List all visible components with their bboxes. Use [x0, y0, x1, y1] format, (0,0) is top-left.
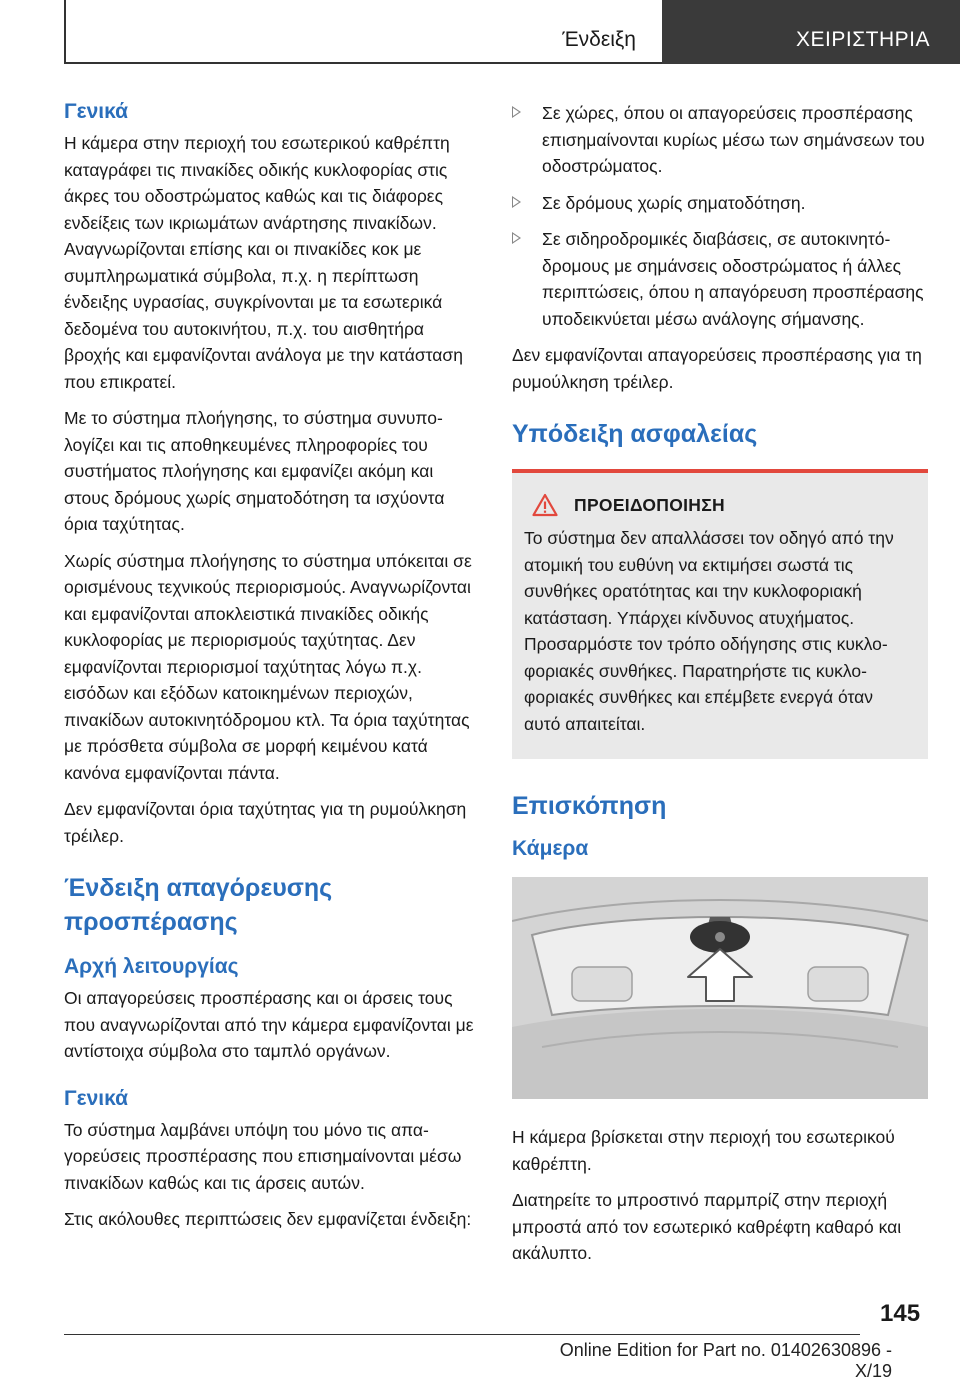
camera-heading: Κάμερα — [512, 837, 589, 860]
list-item-text: Σε δρόμους χωρίς σηματοδότηση. — [542, 192, 806, 213]
warning-triangle-icon — [532, 493, 558, 517]
right-column — [512, 100, 928, 1277]
principle-paragraph: Οι απαγορεύσεις προσπέρασης και οι άρσεις τους που αναγνωρίζονται από την κάμερα εμφανίζονται με αντίστοιχα σύμβολα στο ταμπλό οργάνων. — [64, 988, 474, 1061]
header-chapter-tab — [662, 0, 960, 64]
no-display-list — [512, 100, 928, 332]
trailer-paragraph: Δεν εμφανίζονται απαγορεύσεις προσπέρασης για τη ρυμούλκηση τρέιλερ. — [512, 345, 922, 392]
overview-heading: Επισκόπηση — [512, 792, 667, 820]
list-item — [512, 100, 928, 180]
overtaking-heading: Ένδειξη απαγόρευσης προσπέρασης — [64, 874, 333, 936]
camera-paragraph-1: Η κάμερα βρίσκεται στην περιοχή του εσωτερικού καθρέπτη. — [512, 1127, 895, 1174]
warning-text: Το σύστημα δεν απαλλάσσει τον οδηγό από την ατομική του ευθύνη να εκτιμήσει σωστά τις συνθήκες ορατότητας και την κυκλοφοριακή κατάσταση. Υπάρχει κίνδυνος ατυχήματος. Προσαρμόστε τον τρόπο οδήγησης στις κυκλοφοριακές συνθήκες. Παρατηρήστε τις κυκλοφοριακές συνθήκες και επέμβετε ενεργά όταν αυτό απαιτείται. — [524, 528, 894, 734]
list-item-text: Σε χώρες, όπου οι απαγορεύσεις προσπέρασης επισημαίνονται κυρίως μέσω των σημάνσεων του οδοστρώματος. — [542, 103, 925, 176]
camera-location-illustration — [512, 877, 928, 1099]
footer-edition: Online Edition for Part no. 01402630896 - X/19 — [559, 1340, 892, 1381]
triangle-bullet-icon — [512, 232, 521, 244]
list-item — [512, 226, 928, 332]
header-section-title: Ένδειξη — [562, 28, 636, 51]
camera-paragraph-2: Διατηρείτε το μπροστινό παρμπρίζ στην περιοχή μπροστά από τον εσωτερικό καθρέφτη καθαρό και ακάλυπτο. — [512, 1190, 902, 1263]
left-column — [64, 100, 480, 1243]
header-left-rule — [64, 0, 66, 64]
general-paragraph-2: Με το σύστημα πλοήγησης, το σύστημα συνυπολογίζει και τις αποθηκευμένες πληροφορίες του συστήματος πλοήγησης και εμφανίζει ακόμη και στους δρόμους χωρίς σηματοδότηση τα ισχύοντα όρια ταχύτητας. — [64, 408, 445, 534]
principle-heading: Αρχή λειτουργίας — [64, 955, 239, 978]
general-paragraph-1: Η κάμερα στην περιοχή του εσωτερικού καθρέπτη καταγράφει τις πινακίδες οδικής κυκλοφορίας στις άκρες του οδοστρώματος καθώς και τις διάφορες ενδείξεις των ικριωμάτων ανάρτησης πινακίδων. Αναγνωρίζονται επίσης και οι πινακίδες κοκ με συμπληρωματικά σύμβολα, π.χ. η περίπτωση ένδειξης υγρασίας, συγκρίνονται με τα εσωτερικά δεδομένα του αυτοκινήτου, π.χ. του αισθητήρα βροχής και εμφανίζονται ανάλογα με την κατάσταση που επικρατεί. — [64, 133, 463, 392]
general2-paragraph-2: Στις ακόλουθες περιπτώσεις δεν εμφανίζεται ένδειξη: — [64, 1209, 472, 1229]
warning-box — [512, 473, 928, 759]
general-heading-2: Γενικά — [64, 1086, 129, 1110]
header-chapter-label: ΧΕΙΡΙΣΤΗΡΙΑ — [796, 28, 931, 51]
triangle-bullet-icon — [512, 196, 521, 208]
header-bottom-rule — [64, 62, 662, 64]
footer-rule — [64, 1334, 860, 1335]
warning-title: ΠΡΟΕΙΔΟΠΟΙΗΣΗ — [574, 494, 725, 515]
safety-heading: Υπόδειξη ασφαλείας — [512, 420, 758, 448]
general-heading: Γενικά — [64, 100, 129, 123]
general2-paragraph-1: Το σύστημα λαμβάνει υπόψη του μόνο τις απαγορεύσεις προσπέρασης που επισημαίνονται μέσω πινακίδων καθώς και τις άρσεις αυτών. — [64, 1119, 462, 1193]
page-number: 145 — [880, 1300, 921, 1327]
list-item-text: Σε σιδηροδρομικές διαβάσεις, σε αυτοκινητόδρομους με σημάνσεις οδοστρώματος ή άλλες περιπτώσεις, όπου η απαγόρευση προσπέρασης υποδεικνύεται μέσω ανάλογης σήμανσης. — [542, 229, 924, 329]
list-item — [512, 190, 928, 217]
general-paragraph-4: Δεν εμφανίζονται όρια ταχύτητας για τη ρυμούλκηση τρέιλερ. — [64, 799, 467, 846]
general-paragraph-3: Χωρίς σύστημα πλοήγησης το σύστημα υπόκειται σε ορισμένους τεχνικούς περιορισμούς. Αναγνωρίζονται και εμφανίζονται αποκλειστικά πινακίδες οδικής κυκλοφορίας με περιορισμούς ταχύτητας. Δεν εμφανίζονται περιορισμοί ταχύτητας λόγω π.χ. εισόδων και εξόδων κατοικημένων περιοχών, πινακίδων αυτοκινητόδρομου κτλ. Τα όρια ταχύτητας με πρόσθετα σύμβολα σε μορφή κειμένου κατά κανόνα εμφανίζονται πάντα. — [64, 550, 472, 783]
triangle-bullet-icon — [512, 106, 521, 118]
